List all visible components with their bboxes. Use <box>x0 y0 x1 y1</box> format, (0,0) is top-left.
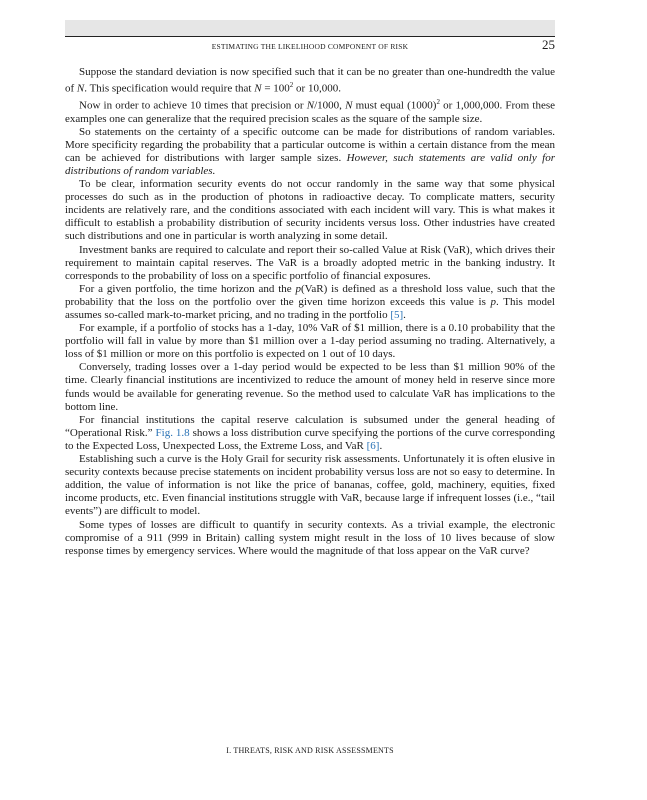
paragraph-10: Establishing such a curve is the Holy Grail for security risk assessments. Unfortunately it is often elusive in security contexts because precise statements on incident probability versus loss are not so easy to determine. In addition, the value of information is not like the price of bananas, coffee, gold, machinery, equities, fixed income products, etc. Even financial institutions struggle with VaR, because large if infrequent losses (i.e., “tail events”) are difficult to model. <box>65 453 555 518</box>
citation-link-6[interactable]: [6] <box>366 439 380 452</box>
paragraph-4: To be clear, information security events do not occur randomly in the same way that some physical processes do such as in the production of photons in radioactive decay. To complicate matters, security incidents are relatively rare, and the conditions associated with each incident will vary. This is what makes it difficult to establish a probability distribution of security incidents versus loss. Other industries have created such distributions and one in particular is worth analyzing in some detail. <box>65 178 555 243</box>
page-footer: I. THREATS, RISK AND RISK ASSESSMENTS <box>226 746 394 755</box>
header-band <box>65 20 555 36</box>
paragraph-6: For a given portfolio, the time horizon and the p(VaR) is defined as a threshold loss value, such that the probability that the loss on the portfolio over the given time horizon exceeds this value is p. This model assumes so-called mark-to-market pricing, and no trading in the portfolio [5]. <box>65 282 555 321</box>
paragraph-11: Some types of losses are difficult to quantify in security contexts. As a trivial example, the electronic compromise of a 911 (999 in Britain) calling system might result in the loss of 10 lives because of slow response times by emergency services. Where would the magnitude of that loss appear on the VaR curve? <box>65 518 555 557</box>
figure-link-1-8[interactable]: Fig. 1.8 <box>155 426 190 439</box>
body-text <box>65 66 555 558</box>
paragraph-5: Investment banks are required to calculate and report their so-called Value at Risk (VaR), which drives their requirement to maintain capital reserves. The VaR is a broadly adopted metric in the banking industry. It corresponds to the probability of loss on a specific portfolio of financial exposures. <box>65 243 555 282</box>
paragraph-2: Now in order to achieve 10 times that precision or N/1000, N must equal $(1000)^2$ or 1,000,000. From these examples one can generalize that the required precision scales as the square of the sample size. <box>65 97 555 125</box>
paragraph-1: Suppose the standard deviation is now specified such that it can be no greater than one-hundredth the value of N. This specification would require that $N = 100^2$ or 10,000. <box>65 66 555 95</box>
running-head: ESTIMATING THE LIKELIHOOD COMPONENT OF RISK <box>211 42 409 51</box>
paragraph-7: For example, if a portfolio of stocks has a 1-day, 10% VaR of $1 million, there is a 0.10 probability that the portfolio will fall in value by more than $1 million over a 1-day period assuming no trading. Alternatively, a loss of $1 million or more on this portfolio is expected on 1 out of 10 days. <box>65 322 555 361</box>
paragraph-9: For financial institutions the capital reserve calculation is subsumed under the general heading of “Operational Risk.” Fig. 1.8 shows a loss distribution curve specifying the portions of the curve corresponding to the Expected Loss, Unexpected Loss, the Extreme Loss, and VaR [6]. <box>65 413 555 452</box>
page-number: 25 <box>542 37 555 52</box>
page-header <box>65 36 555 55</box>
citation-link-5[interactable]: [5] <box>390 309 404 321</box>
paragraph-8: Conversely, trading losses over a 1-day period would be expected to be less than $1 million 90% of the time. Clearly financial institutions are incentivized to reduce the amount of money held in reserve since more funds would be available for generating revenue. So the method used to calculate VaR has implications to the bottom line. <box>65 361 555 413</box>
paragraph-3: So statements on the certainty of a specific outcome can be made for distributions of random variables. More specificity regarding the probability that a particular outcome is within a certain distance from the mean can be achieved for distributions with larger sample sizes. However, such statements are valid only for distributions of random variables. <box>65 125 555 177</box>
